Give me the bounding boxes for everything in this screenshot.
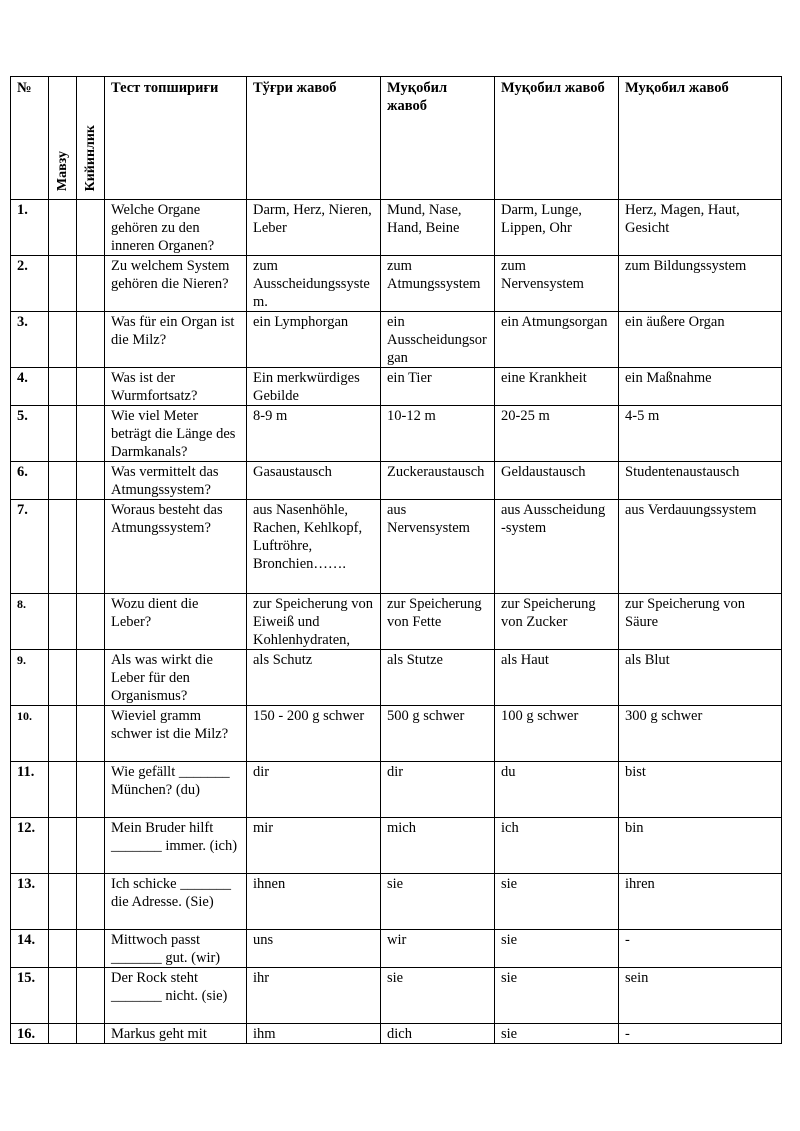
row-number: 5. — [11, 406, 49, 462]
row-topic — [49, 706, 77, 762]
row-alt-answer-2: Darm, Lunge, Lippen, Ohr — [495, 200, 619, 256]
row-correct-answer: ihr — [247, 968, 381, 1024]
row-alt-answer-3: 4-5 m — [619, 406, 782, 462]
row-correct-answer: Ein merkwürdiges Gebilde — [247, 368, 381, 406]
row-alt-answer-1: dich — [381, 1024, 495, 1044]
row-topic — [49, 406, 77, 462]
row-alt-answer-2: sie — [495, 930, 619, 968]
table-row — [11, 706, 782, 762]
row-number: 9. — [11, 650, 49, 706]
table-row — [11, 368, 782, 406]
row-number: 14. — [11, 930, 49, 968]
row-correct-answer: 8-9 m — [247, 406, 381, 462]
header-difficulty-label: Кийинлик — [82, 124, 98, 191]
row-number: 8. — [11, 594, 49, 650]
row-topic — [49, 594, 77, 650]
row-alt-answer-2: zur Speicherung von Zucker — [495, 594, 619, 650]
row-topic — [49, 462, 77, 500]
row-number: 10. — [11, 706, 49, 762]
row-question: Was vermittelt das Atmungssystem? — [105, 462, 247, 500]
row-difficulty — [77, 818, 105, 874]
row-difficulty — [77, 762, 105, 818]
row-topic — [49, 968, 77, 1024]
table-row — [11, 406, 782, 462]
row-alt-answer-3: - — [619, 1024, 782, 1044]
row-question: Welche Organe gehören zu den inneren Organen? — [105, 200, 247, 256]
row-alt-answer-1: 10-12 m — [381, 406, 495, 462]
header-topic-label: Мавзу — [54, 150, 70, 191]
row-correct-answer: mir — [247, 818, 381, 874]
row-difficulty — [77, 968, 105, 1024]
row-correct-answer: zur Speicherung von Eiweiß und Kohlenhydraten, — [247, 594, 381, 650]
table-row — [11, 818, 782, 874]
row-question: Mittwoch passt _______ gut. (wir) — [105, 930, 247, 968]
row-correct-answer: als Schutz — [247, 650, 381, 706]
row-alt-answer-1: als Stutze — [381, 650, 495, 706]
row-question: Wozu dient die Leber? — [105, 594, 247, 650]
row-difficulty — [77, 500, 105, 594]
row-difficulty — [77, 256, 105, 312]
row-difficulty — [77, 200, 105, 256]
row-question: Markus geht mit — [105, 1024, 247, 1044]
table-row — [11, 762, 782, 818]
row-correct-answer: 150 - 200 g schwer — [247, 706, 381, 762]
row-alt-answer-2: sie — [495, 1024, 619, 1044]
table-row — [11, 930, 782, 968]
row-number: 16. — [11, 1024, 49, 1044]
row-alt-answer-3: 300 g schwer — [619, 706, 782, 762]
table-body — [11, 200, 782, 1044]
row-alt-answer-1: Zuckeraustausch — [381, 462, 495, 500]
row-alt-answer-2: ich — [495, 818, 619, 874]
row-question: Woraus besteht das Atmungssystem? — [105, 500, 247, 594]
row-alt-answer-3: zum Bildungssystem — [619, 256, 782, 312]
row-alt-answer-1: zur Speicherung von Fette — [381, 594, 495, 650]
row-question: Wie gefällt _______ München? (du) — [105, 762, 247, 818]
row-alt-answer-3: sein — [619, 968, 782, 1024]
row-number: 2. — [11, 256, 49, 312]
row-correct-answer: zum Ausscheidungssystem. — [247, 256, 381, 312]
row-number: 11. — [11, 762, 49, 818]
row-question: Als was wirkt die Leber für den Organismus? — [105, 650, 247, 706]
table-row — [11, 650, 782, 706]
row-alt-answer-2: eine Krankheit — [495, 368, 619, 406]
row-alt-answer-3: als Blut — [619, 650, 782, 706]
header-topic — [49, 77, 77, 200]
row-alt-answer-2: sie — [495, 968, 619, 1024]
header-alt-2: Муқобил жавоб — [495, 77, 619, 200]
row-number: 7. — [11, 500, 49, 594]
row-correct-answer: Darm, Herz, Nieren, Leber — [247, 200, 381, 256]
row-difficulty — [77, 650, 105, 706]
row-alt-answer-3: ein Maßnahme — [619, 368, 782, 406]
row-question: Ich schicke _______ die Adresse. (Sie) — [105, 874, 247, 930]
row-topic — [49, 500, 77, 594]
row-topic — [49, 1024, 77, 1044]
row-number: 13. — [11, 874, 49, 930]
test-table — [10, 76, 782, 1044]
table-row — [11, 594, 782, 650]
row-alt-answer-2: als Haut — [495, 650, 619, 706]
table-row — [11, 500, 782, 594]
row-alt-answer-1: dir — [381, 762, 495, 818]
row-question: Der Rock steht _______ nicht. (sie) — [105, 968, 247, 1024]
row-alt-answer-1: mich — [381, 818, 495, 874]
table-row — [11, 256, 782, 312]
row-number: 3. — [11, 312, 49, 368]
row-number: 6. — [11, 462, 49, 500]
row-number: 12. — [11, 818, 49, 874]
table-row — [11, 1024, 782, 1044]
row-alt-answer-2: sie — [495, 874, 619, 930]
row-alt-answer-3: Studentenaustausch — [619, 462, 782, 500]
header-alt-1: Муқобил жавоб — [381, 77, 495, 200]
row-question: Was ist der Wurmfortsatz? — [105, 368, 247, 406]
row-difficulty — [77, 1024, 105, 1044]
row-correct-answer: ein Lymphorgan — [247, 312, 381, 368]
row-alt-answer-2: zum Nervensystem — [495, 256, 619, 312]
row-alt-answer-1: ein Ausscheidungsorgan — [381, 312, 495, 368]
row-alt-answer-2: du — [495, 762, 619, 818]
row-alt-answer-3: zur Speicherung von Säure — [619, 594, 782, 650]
table-row — [11, 462, 782, 500]
row-alt-answer-1: zum Atmungssystem — [381, 256, 495, 312]
row-topic — [49, 930, 77, 968]
row-difficulty — [77, 462, 105, 500]
row-topic — [49, 368, 77, 406]
row-topic — [49, 762, 77, 818]
row-alt-answer-1: wir — [381, 930, 495, 968]
row-difficulty — [77, 368, 105, 406]
row-alt-answer-1: Mund, Nase, Hand, Beine — [381, 200, 495, 256]
row-topic — [49, 650, 77, 706]
header-alt-3: Муқобил жавоб — [619, 77, 782, 200]
header-correct: Тўғри жавоб — [247, 77, 381, 200]
row-question: Zu welchem System gehören die Nieren? — [105, 256, 247, 312]
row-correct-answer: ihnen — [247, 874, 381, 930]
row-topic — [49, 200, 77, 256]
row-correct-answer: Gasaustausch — [247, 462, 381, 500]
row-difficulty — [77, 874, 105, 930]
row-alt-answer-3: bin — [619, 818, 782, 874]
row-difficulty — [77, 594, 105, 650]
row-topic — [49, 874, 77, 930]
row-difficulty — [77, 406, 105, 462]
row-alt-answer-1: sie — [381, 874, 495, 930]
row-difficulty — [77, 930, 105, 968]
row-difficulty — [77, 312, 105, 368]
row-question: Mein Bruder hilft _______ immer. (ich) — [105, 818, 247, 874]
row-alt-answer-3: Herz, Magen, Haut, Gesicht — [619, 200, 782, 256]
table-row — [11, 874, 782, 930]
table-row — [11, 200, 782, 256]
row-alt-answer-3: - — [619, 930, 782, 968]
row-alt-answer-2: ein Atmungsorgan — [495, 312, 619, 368]
header-number: № — [11, 77, 49, 200]
table-row — [11, 312, 782, 368]
row-number: 4. — [11, 368, 49, 406]
row-correct-answer: dir — [247, 762, 381, 818]
row-alt-answer-2: Geldaustausch — [495, 462, 619, 500]
row-topic — [49, 312, 77, 368]
row-alt-answer-2: aus Ausscheidung -system — [495, 500, 619, 594]
row-alt-answer-3: ein äußere Organ — [619, 312, 782, 368]
row-question: Wieviel gramm schwer ist die Milz? — [105, 706, 247, 762]
row-correct-answer: uns — [247, 930, 381, 968]
header-row — [11, 77, 782, 200]
row-question: Was für ein Organ ist die Milz? — [105, 312, 247, 368]
row-alt-answer-2: 100 g schwer — [495, 706, 619, 762]
row-difficulty — [77, 706, 105, 762]
row-alt-answer-2: 20-25 m — [495, 406, 619, 462]
row-question: Wie viel Meter beträgt die Länge des Darmkanals? — [105, 406, 247, 462]
row-alt-answer-1: ein Tier — [381, 368, 495, 406]
row-alt-answer-3: bist — [619, 762, 782, 818]
row-topic — [49, 256, 77, 312]
row-alt-answer-3: ihren — [619, 874, 782, 930]
header-difficulty — [77, 77, 105, 200]
header-task: Тест топшириғи — [105, 77, 247, 200]
row-correct-answer: aus Nasenhöhle, Rachen, Kehlkopf, Luftröhre, Bronchien……. — [247, 500, 381, 594]
row-alt-answer-3: aus Verdauungssystem — [619, 500, 782, 594]
row-topic — [49, 818, 77, 874]
row-alt-answer-1: sie — [381, 968, 495, 1024]
row-alt-answer-1: aus Nervensystem — [381, 500, 495, 594]
row-alt-answer-1: 500 g schwer — [381, 706, 495, 762]
table-row — [11, 968, 782, 1024]
row-number: 15. — [11, 968, 49, 1024]
row-number: 1. — [11, 200, 49, 256]
row-correct-answer: ihm — [247, 1024, 381, 1044]
